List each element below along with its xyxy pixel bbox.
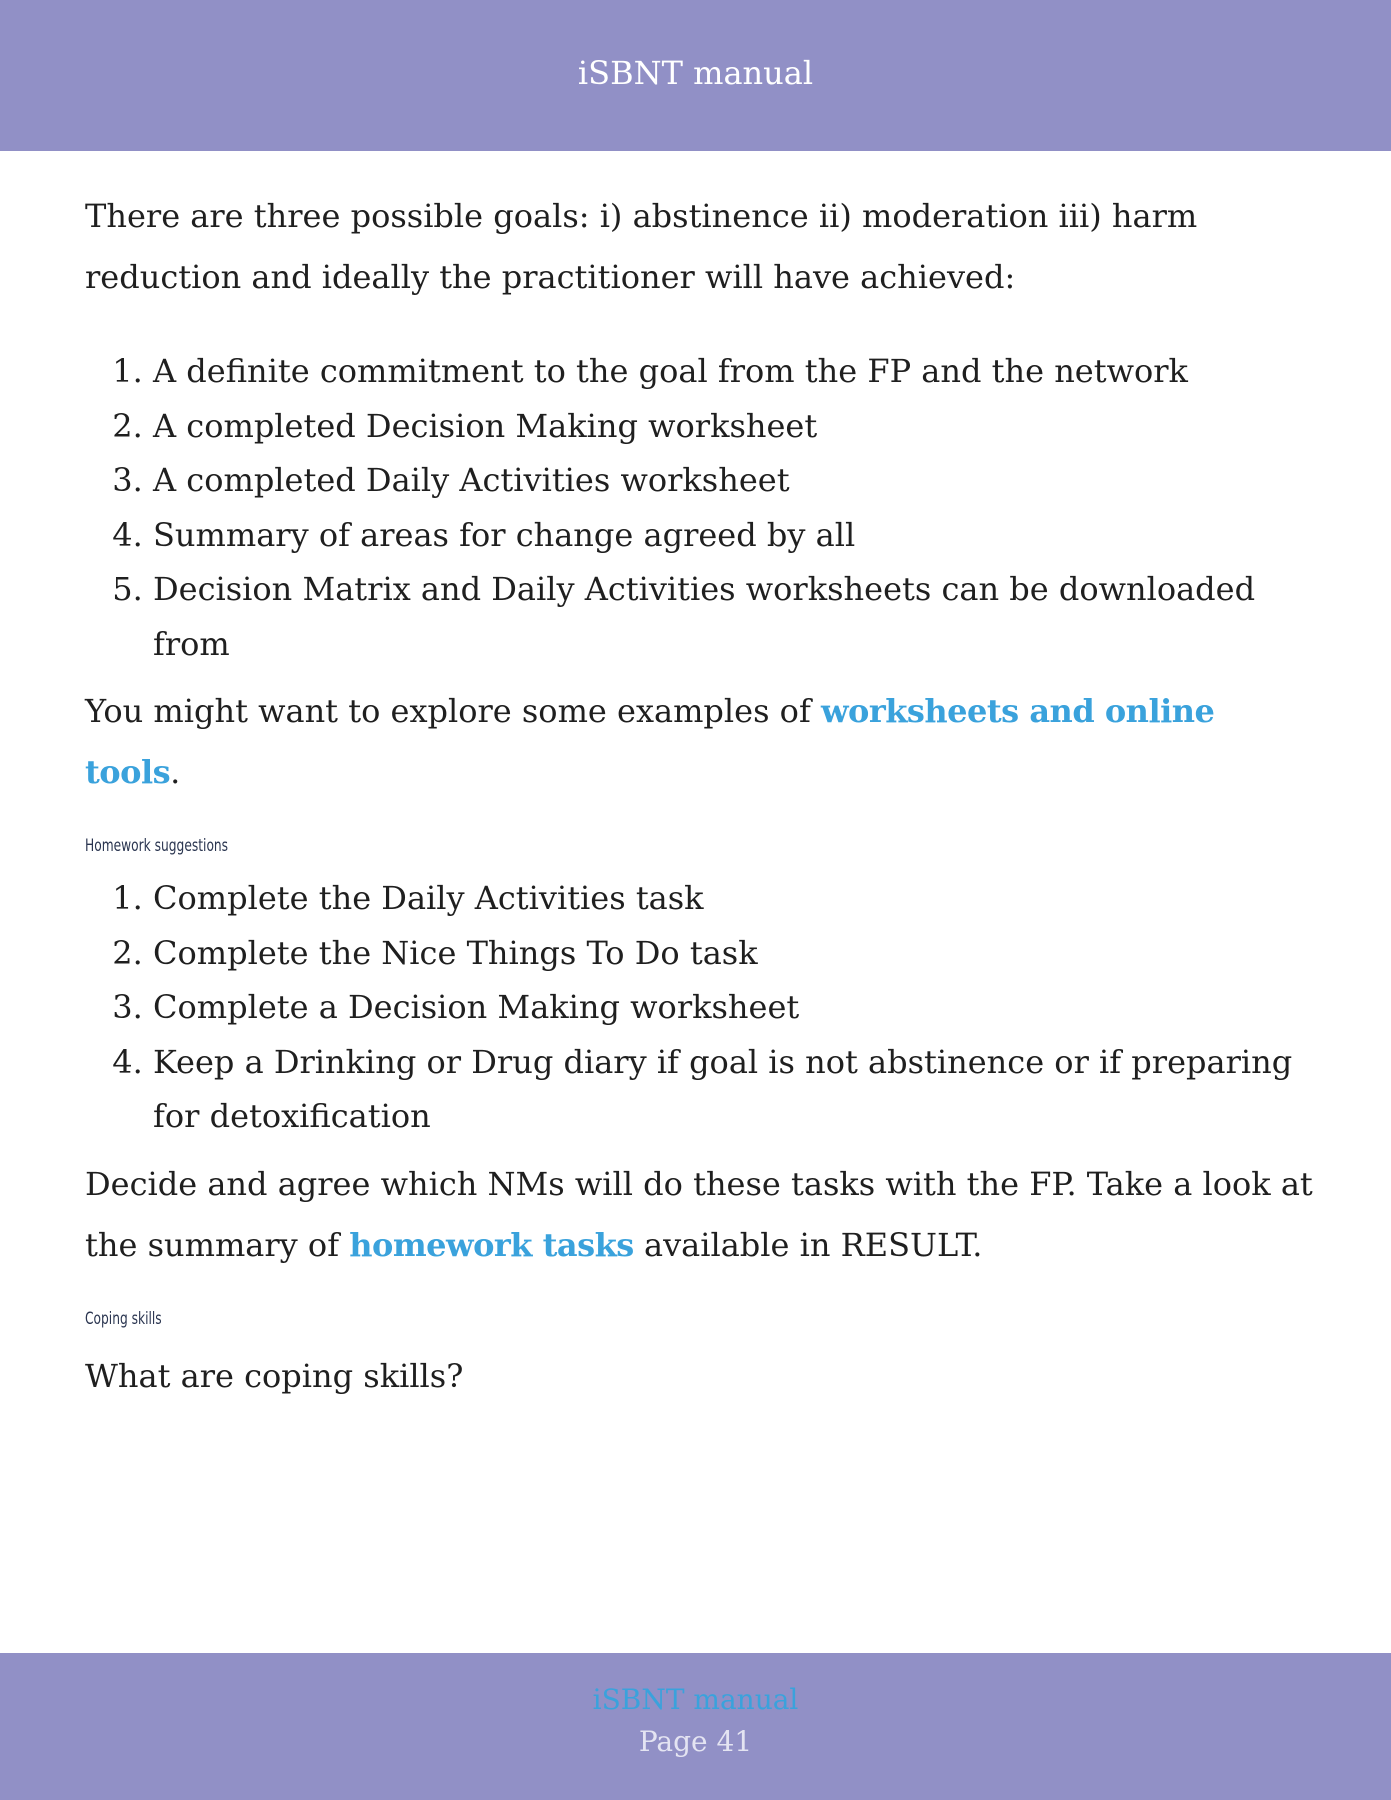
list-item: 4. Summary of areas for change agreed by all [153, 508, 1315, 563]
list-item: 1. A definite commitment to the goal from the FP and the network [153, 344, 1315, 399]
list-item: 1. Complete the Daily Activities task [153, 871, 1315, 926]
explore-paragraph [85, 681, 1315, 803]
explore-suffix: . [170, 753, 181, 791]
coping-heading: Coping skills [85, 1308, 162, 1329]
list-item: 3. A completed Daily Activities worksheet [153, 453, 1315, 508]
footer-manual-link[interactable]: iSBNT manual [592, 1683, 799, 1716]
homework-heading: Homework suggestions [85, 836, 229, 856]
achievements-list [85, 344, 1315, 671]
coping-question: What are coping skills? [85, 1356, 464, 1395]
list-item: 5. Decision Matrix and Daily Activities worksheets can be downloaded from [153, 562, 1315, 671]
homework-tasks-link[interactable]: homework tasks [349, 1225, 634, 1264]
decide-paragraph [85, 1154, 1315, 1276]
list-item: 4. Keep a Drinking or Drug diary if goal is not abstinence or if preparing for detoxification [153, 1035, 1315, 1144]
page-number: Page 41 [638, 1725, 753, 1758]
list-item: 2. A completed Decision Making worksheet [153, 399, 1315, 454]
page-content [85, 186, 1315, 1407]
list-item: 2. Complete the Nice Things To Do task [153, 926, 1315, 981]
page-header [0, 0, 1391, 151]
worksheets-link[interactable]: worksheets and online tools [85, 692, 1215, 791]
decide-suffix: available in RESULT. [633, 1225, 983, 1264]
list-item: 3. Complete a Decision Making worksheet [153, 980, 1315, 1035]
page-footer [0, 1653, 1391, 1800]
header-title: iSBNT manual [577, 54, 814, 92]
intro-paragraph: There are three possible goals: i) abstinence ii) moderation iii) harm reduction and ideally the practitioner will have achieved: [85, 197, 1198, 296]
homework-list [85, 871, 1315, 1144]
explore-prefix: You might want to explore some examples of [85, 692, 821, 730]
decide-prefix: Decide and agree which NMs will do these tasks with the FP. Take a look at the summary of [85, 1164, 1313, 1264]
